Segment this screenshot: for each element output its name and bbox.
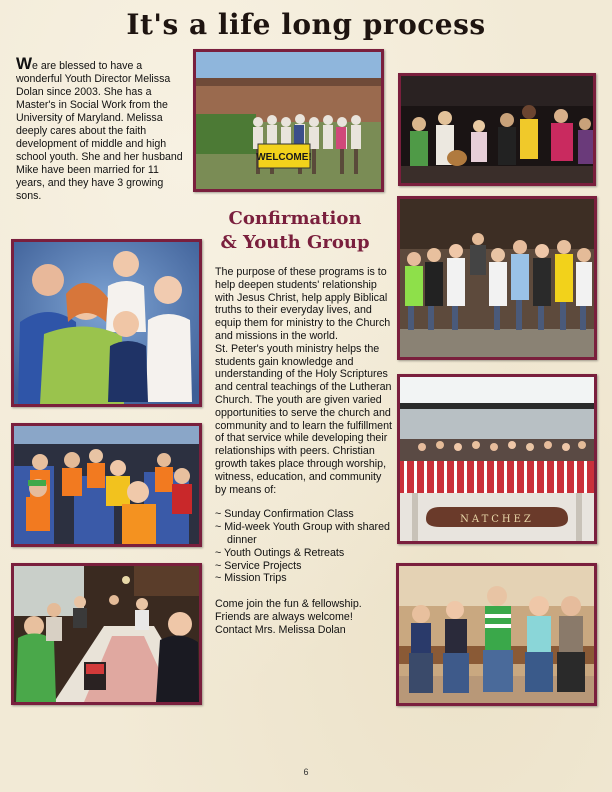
- intro-dropcap: W: [16, 54, 33, 73]
- welcome-sign-text: WELCOME!: [256, 152, 312, 163]
- photo-bus-group: [11, 423, 202, 547]
- section-heading: [200, 207, 390, 255]
- page-title: It's a life long process: [126, 8, 486, 41]
- program-list: [215, 508, 393, 585]
- photo-family-portrait: [11, 239, 202, 407]
- list-item: ~ Youth Outings & Retreats: [215, 546, 345, 559]
- closing-line-3: Contact Mrs. Melissa Dolan: [215, 623, 346, 636]
- list-item: ~ Sunday Confirmation Class: [215, 508, 354, 521]
- photo-welcome-group: [193, 49, 384, 192]
- photo-stage-band: [398, 73, 596, 186]
- list-item: ~ Service Projects: [215, 559, 302, 572]
- photo-dinner-table: [11, 563, 202, 705]
- photo-riverboat-natchez: [397, 374, 597, 544]
- photo-teens-bench: [396, 563, 597, 706]
- page-number: 6: [303, 767, 309, 777]
- intro-text: e are blessed to have a wonderful Youth Director Melissa Dolan since 2003. She has a Master's in Social Work from the University of Maryland. Melissa deeply cares about the faith development of middle and high school youth. She and her husband Mike have been married for 11 years, and they have 3 growing sons.: [16, 60, 183, 202]
- heading-line-2: & Youth Group: [220, 232, 370, 253]
- heading-line-1: Confirmation: [228, 208, 362, 229]
- purpose-paragraph: The purpose of these programs is to help deepen students' relationship with Jesus Christ, help apply Biblical truths to their everyday lives, and equip them for ministry to the Church and missions in the world.: [215, 266, 391, 342]
- closing-line-1: Come join the fun & fellowship.: [215, 598, 362, 611]
- photo-large-group: [397, 196, 597, 360]
- ministry-paragraph: St. Peter's youth ministry helps the students gain knowledge and understanding of the Holy Scriptures and central teachings of the Lutheran Church. The youth are given varied opportunities to serve the church and community and to learn the fulfillment of that service while developing their relationships with peers. Christian growth takes place through worship, witness, education, and community by means of:: [215, 342, 393, 496]
- list-item: ~ Mission Trips: [215, 572, 287, 585]
- section-body: [215, 266, 393, 637]
- intro-paragraph: [16, 54, 188, 203]
- list-item: ~ Mid-week Youth Group with shared dinner: [215, 521, 390, 546]
- closing-line-2: Friends are always welcome!: [215, 610, 353, 623]
- boat-sign-text: NATCHEZ: [460, 514, 534, 525]
